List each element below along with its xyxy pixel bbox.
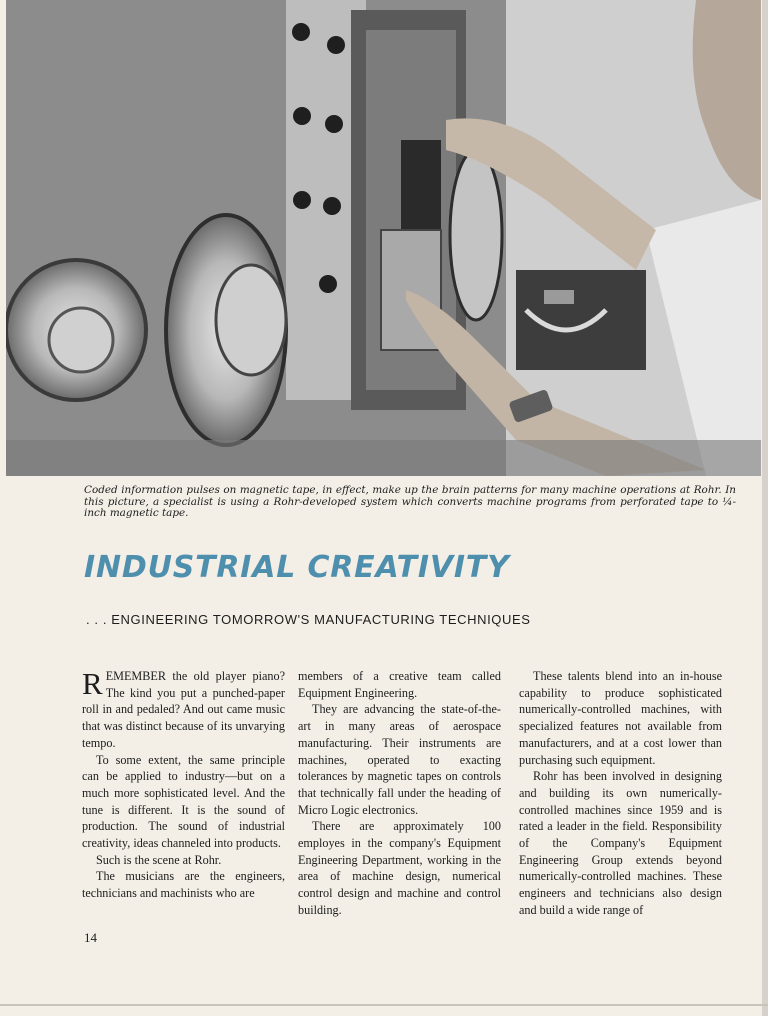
photo-caption: Coded information pulses on magnetic tape, in effect, make up the brain patterns for many machine operations at Rohr. In this picture, a specialist is using a Rohr-developed system which converts machine programs from perforated tape to ¼-inch magnetic tape. xyxy=(84,484,736,520)
text-column-3 xyxy=(519,668,722,919)
paragraph: members of a creative team called Equipment Engineering. xyxy=(298,669,501,700)
photo-image xyxy=(6,0,761,476)
photo xyxy=(6,0,761,476)
paragraph: Such is the scene at Rohr. xyxy=(96,852,222,867)
paragraph: These talents blend into an in-house capability to produce sophisticated numerically-controlled machines, with specialized features not available from manufacturers, and at a cost lower than purchasing such equipment. xyxy=(519,669,722,767)
subtitle: . . . ENGINEERING TOMORROW'S MANUFACTURING TECHNIQUES xyxy=(86,612,531,627)
paragraph xyxy=(82,668,285,752)
page-title: INDUSTRIAL CREATIVITY xyxy=(84,550,510,585)
drop-cap: R xyxy=(82,666,103,701)
text-column-1 xyxy=(82,668,285,902)
paragraph: They are advancing the state-of-the-art in many areas of aerospace manufacturing. Their instruments are machines, operated to exacting tolerances by magnetic tapes on controls that technically fall under the heading of Micro Logic electronics. xyxy=(298,702,501,817)
page-number: 14 xyxy=(84,930,97,945)
paragraph: There are approximately 100 employes in the company's Equipment Engineering Department, working in the area of machine design, numerical control design and machine and control building. xyxy=(298,819,501,917)
paragraph: The musicians are the engineers, technicians and machinists who are xyxy=(82,869,285,901)
page-edge xyxy=(762,0,768,1016)
paragraph: Rohr has been involved in designing and building its own numerically-controlled machines since 1959 and is rated a leader in the field. Responsibility of the Company's Equipment Engineering Group extends beyond numerically-controlled machines. These engineers and technicians also design and build a wide range of xyxy=(519,769,722,917)
text-column-2 xyxy=(298,668,501,919)
paragraph-text: EMEMBER the old player piano? The kind you put a punched-paper roll in and pedaled? And out came music that was distinct because of its unvarying tempo. xyxy=(82,669,285,750)
paragraph: To some extent, the same principle can be applied to industry—but on a much more sophisticated level. And the tune is different. It is the sound of production. The sound of industrial creativity, ideas channeled into products. xyxy=(82,752,285,851)
page-bottom-rule xyxy=(0,1004,768,1006)
